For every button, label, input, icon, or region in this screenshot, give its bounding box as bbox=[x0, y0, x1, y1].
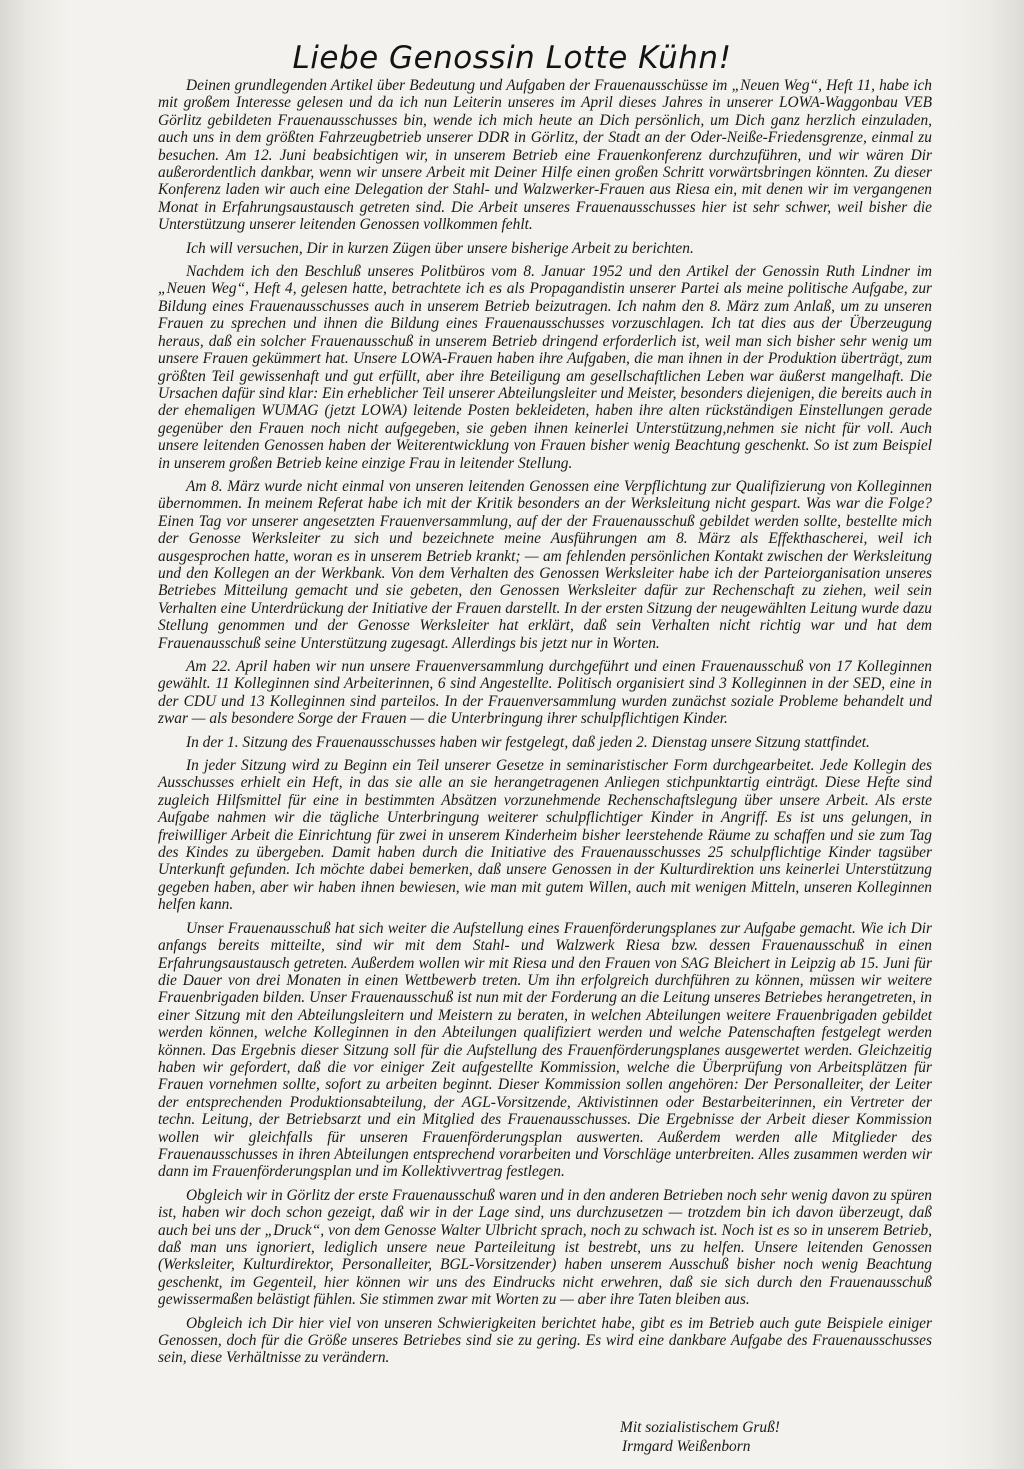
letter-title: Liebe Genossin Lotte Kühn! bbox=[292, 40, 732, 76]
paragraph: Obgleich wir in Görlitz der erste Frauenausschuß waren und in den anderen Betrieben noch sehr wenig davon zu spüren ist, haben wir doch schon gezeigt, daß wir in der Lage sind, uns durchzusetzen — trotzdem bin ich davon überzeugt, daß auch bei uns der „Druck“, von dem Genosse Walter Ulbricht sprach, noch zu schwach ist. Noch ist es so in unserem Betrieb, daß man uns ignoriert, lediglich unsere neue Parteileitung ist bestrebt, uns zu helfen. Unsere leitenden Genossen (Werksleiter, Kulturdirektor, Personalleiter, BGL-Vorsitzender) haben unserem Ausschuß bisher noch wenig Beachtung geschenkt, im Gegenteil, hier können wir uns des Eindrucks nicht erwehren, daß sie sich durch den Frauenausschuß gewissermaßen belästigt fühlen. Sie stimmen zwar mit Worten zu — aber ihre Taten bleiben aus. bbox=[158, 1186, 932, 1309]
paragraph: In jeder Sitzung wird zu Beginn ein Teil unserer Gesetze in seminaristischer Form durchgearbeitet. Jede Kollegin des Ausschusses erhielt ein Heft, in das sie alle an sie herangetragenen Anliegen stichpunktartig einträgt. Diese Hefte sind zugleich Hilfsmittel für eine in bestimmten Absätzen vorzunehmende Rechenschaftslegung über unsere Arbeit. Als erste Aufgabe nahmen wir die tägliche Unterbringung weiterer schulpflichtiger Kinder in Angriff. Es ist uns gelungen, in freiwilliger Arbeit die Einrichtung für zwei in unserem Kinderheim bisher leerstehende Räume zu schaffen und sie zum Tag des Kindes zu übergeben. Damit haben durch die Initiative des Frauenausschusses 25 schulpflichtige Kinder tagsüber Unterkunft gefunden. Ich möchte dabei bemerken, daß unsere Genossen in der Kulturdirektion uns keinerlei Unterstützung gegeben haben, aber wir haben ihnen bewiesen, wie man mit gutem Willen, auch mit wenigen Mitteln, unseren Kolleginnen helfen kann. bbox=[158, 757, 932, 914]
paragraph: In der 1. Sitzung des Frauenausschusses haben wir festgelegt, daß jeden 2. Dienstag unsere Sitzung stattfindet. bbox=[186, 733, 870, 751]
paragraph: Unser Frauenausschuß hat sich weiter die Aufstellung eines Frauenförderungsplanes zur Aufgabe gemacht. Wie ich Dir anfangs bereits mitteilte, sind wir mit dem Stahl- und Walzwerk Riesa bzw. dessen Frauenausschuß in einen Erfahrungsaustausch getreten. Außerdem wollen wir mit Riesa und den Frauen von SAG Bleichert in Leipzig ab 15. Juni für die Dauer von drei Monaten in einen Wettbewerb treten. Um ihn erfolgreich durchführen zu können, müssen wir weitere Frauenbrigaden bilden. Unser Frauenausschuß ist nun mit der Forderung an die Leitung unseres Betriebes herangetreten, in einer Sitzung mit den Abteilungsleitern und Meistern zu beraten, in welchen Abteilungen weitere Frauenbrigaden gebildet werden können, welche Kolleginnen in den Abteilungen qualifiziert werden und welche Patenschaften festgelegt werden können. Das Ergebnis dieser Sitzung soll für die Aufstellung des Frauenförderungsplanes ausgewertet werden. Gleichzeitig haben wir gefordert, daß die vor einiger Zeit aufgestellte Kommission, welche die Überprüfung von Arbeitsplätzen für Frauen vornehmen sollte, sofort zu arbeiten beginnt. Dieser Kommission sollen angehören: Der Personalleiter, der Leiter der entsprechenden Produktionsabteilung, der AGL-Vorsitzende, Aktivistinnen oder Bestarbeiterinnen, ein Vertreter der techn. Leitung, der Betriebsarzt und ein Mitglied des Frauenausschusses. Die Ergebnisse der Arbeit dieser Kommission wollen wir gleichfalls für unseren Frauenförderungsplan auswerten. Außerdem werden alle Mitglieder des Frauenausschusses in ihren Abteilungen entsprechend vorarbeiten und Vorschläge unterbreiten. Alles zusammen werden wir dann im Frauenförderungsplan und im Kollektivvertrag festlegen. bbox=[158, 919, 932, 1181]
paragraph: Deinen grundlegenden Artikel über Bedeutung und Aufgaben der Frauenausschüsse im „Neuen Weg“, Heft 11, habe ich mit großem Interesse gelesen und da ich nun Leiterin unseres im April dieses Jahres in unserer LOWA-Waggonbau VEB Görlitz gebildeten Frauenausschusses bin, wende ich mich heute an Dich persönlich, um Dich ganz herzlich einzuladen, auch uns in dem größten Fahrzeugbetrieb unserer DDR in Görlitz, der Stadt an der Oder-Neiße-Friedensgrenze, einmal zu besuchen. Am 12. Juni beabsichtigen wir, in unserem Betrieb eine Frauenkonferenz durchzuführen, und wir wären Dir außerordentlich dankbar, wenn wir unsere Arbeit mit Deiner Hilfe einen großen Schritt vorwärtsbringen könnten. Zu dieser Konferenz laden wir auch eine Delegation der Stahl- und Walzwerker-Frauen aus Riesa ein, mit denen wir im vergangenen Monat in Erfahrungsaustausch getreten sind. Die Arbeit unseres Frauenausschusses hier ist sehr schwer, weil bisher die Unterstützung unserer leitenden Genossen vollkommen fehlt. bbox=[158, 77, 932, 234]
paragraph: Nachdem ich den Beschluß unseres Politbüros vom 8. Januar 1952 und den Artikel der Genossin Ruth Lindner im „Neuen Weg“, Heft 4, gelesen hatte, betrachtete ich es als Propagandistin unserer Partei als meine politische Aufgabe, zur Bildung eines Frauenausschusses auch in unserem Betrieb beizutragen. Ich nahm den 8. März zum Anlaß, um zu unseren Frauen zu sprechen und ihnen die Bildung eines Frauenausschusses vorzuschlagen. Ich tat dies aus der Überzeugung heraus, daß ein solcher Frauenausschuß in unserem Betrieb dringend erforderlich ist, weil man sich bisher sehr wenig um unsere Frauen gekümmert hat. Unsere LOWA-Frauen haben ihre Aufgaben, die man ihnen in der Produktion überträgt, zum größten Teil gewissenhaft und gut erfüllt, aber ihre Beteiligung am gesellschaftlichen Leben war äußerst mangelhaft. Die Ursachen dafür sind klar: Ein erheblicher Teil unserer Abteilungsleiter und Meister, besonders diejenigen, die bereits auch in der ehemaligen WUMAG (jetzt LOWA) leitende Posten bekleideten, haben ihre alten rückständigen Einstellungen gerade gegenüber den Frauen noch nicht aufgegeben, sie geben ihnen keinerlei Unterstützung,nehmen sie nicht für voll. Auch unsere leitenden Genossen haben der Weiterentwicklung von Frauen bisher wenig Beachtung geschenkt. So ist zum Beispiel in unserem großen Betrieb keine einzige Frau in leitender Stellung. bbox=[158, 263, 932, 472]
closing-greeting: Mit sozialistischem Gruß! bbox=[620, 1419, 780, 1436]
scan-edge-right bbox=[944, 0, 1024, 1469]
paragraph: Ich will versuchen, Dir in kurzen Zügen über unsere bisherige Arbeit zu berichten. bbox=[186, 239, 694, 257]
paragraph: Am 22. April haben wir nun unsere Frauenversammlung durchgeführt und einen Frauenausschuß von 17 Kolleginnen gewählt. 11 Kolleginnen sind Arbeiterinnen, 6 sind Angestellte. Politisch organisiert sind 3 Kolleginnen in der SED, eine in der CDU und 13 Kolleginnen sind parteilos. In der Frauenversammlung wurden zunächst soziale Probleme behandelt und zwar — als besondere Sorge der Frauen — die Unterbringung ihrer schulpflichtigen Kinder. bbox=[158, 658, 932, 728]
signature: Irmgard Weißenborn bbox=[622, 1438, 751, 1455]
letter-closing bbox=[620, 1418, 880, 1456]
letter-body bbox=[158, 77, 932, 1373]
scan-edge-left bbox=[0, 0, 70, 1469]
paragraph: Obgleich ich Dir hier viel von unseren Schwierigkeiten berichtet habe, gibt es im Betrieb auch gute Beispiele einiger Genossen, doch für die Größe unseres Betriebes sind sie zu gering. Es wird eine dankbare Aufgabe des Frauenausschusses sein, diese Verhältnisse zu verändern. bbox=[158, 1314, 932, 1367]
paragraph: Am 8. März wurde nicht einmal von unseren leitenden Genossen eine Verpflichtung zur Qualifizierung von Kolleginnen übernommen. In meinem Referat habe ich mit der Kritik besonders an der Werksleitung nicht gespart. Was war die Folge? Einen Tag vor unserer angesetzten Frauenversammlung, auf der der Frauenausschuß gebildet werden sollte, bestellte mich der Genosse Werksleiter zu sich und bezeichnete meine Ausführungen am 8. März als Effekthascherei, weil ich ausgesprochen hatte, woran es in unserem Betrieb krankt; — am fehlenden persönlichen Kontakt zwischen der Werksleitung und den Kollegen an der Werkbank. Von dem Verhalten des Genossen Werksleiter habe ich der Parteiorganisation unseres Betriebes Mitteilung gemacht und sie gebeten, den Genossen Werksleiter dafür zur Rechenschaft zu ziehen, weil sein Verhalten eine Unterdrückung der Initiative der Frauen darstellt. In der ersten Sitzung der neugewählten Leitung wurde dazu Stellung genommen und der Genosse Werksleiter hat erklärt, daß sein Verhalten nicht richtig war und hat dem Frauenausschuß seine Unterstützung zugesagt. Allerdings bis jetzt nur in Worten. bbox=[158, 477, 932, 652]
